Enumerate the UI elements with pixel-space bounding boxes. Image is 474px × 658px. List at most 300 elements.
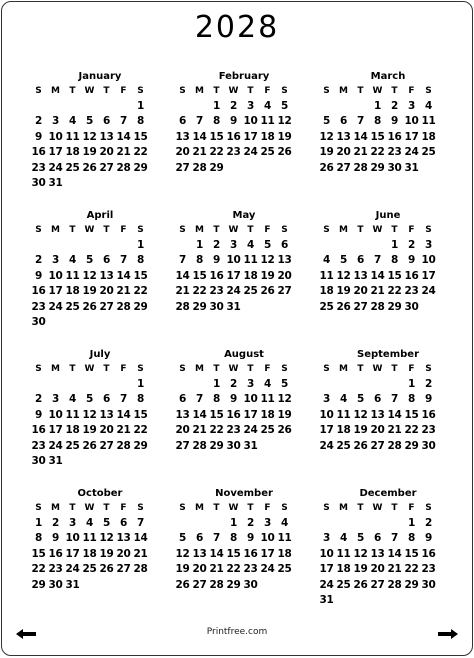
day-cell: 22 <box>387 285 402 298</box>
day-cell: 11 <box>277 532 292 545</box>
day-cell: 14 <box>353 130 368 143</box>
day-cell: 25 <box>243 285 258 298</box>
month-name: June <box>375 210 401 221</box>
day-cell: 16 <box>226 408 241 421</box>
weekday-label: T <box>213 86 220 96</box>
day-cell: 12 <box>82 269 97 282</box>
day-cell: 25 <box>421 146 436 159</box>
day-cell: 6 <box>373 393 381 406</box>
weekday-label: T <box>103 503 110 513</box>
day-cell: 24 <box>226 285 241 298</box>
day-cell: 28 <box>116 300 131 313</box>
day-cell: 13 <box>99 130 114 143</box>
day-cell: 6 <box>102 115 110 128</box>
day-cell: 28 <box>209 578 224 591</box>
weekday-label: M <box>195 503 204 513</box>
day-cell: 26 <box>319 161 334 174</box>
day-cell: 2 <box>424 517 432 529</box>
empty-cell <box>64 99 81 114</box>
day-cell: 23 <box>226 424 241 437</box>
weekday-label: T <box>357 503 364 513</box>
day-cell: 1 <box>136 100 144 112</box>
weekday-header <box>30 223 166 238</box>
day-cell: 8 <box>136 254 144 267</box>
day-cell: 2 <box>212 239 220 251</box>
day-cell: 17 <box>243 408 258 421</box>
day-cell: 16 <box>421 408 436 421</box>
day-cell: 29 <box>387 300 402 313</box>
day-cell: 2 <box>229 378 237 390</box>
day-cell: 4 <box>246 239 254 251</box>
day-cell: 4 <box>68 393 76 406</box>
weekday-label: W <box>372 225 383 235</box>
month-august <box>174 348 310 487</box>
weekday-label: T <box>357 86 364 96</box>
day-cell: 1 <box>136 239 144 251</box>
day-cell: 17 <box>48 285 63 298</box>
day-cell: 12 <box>353 547 368 560</box>
day-cell: 17 <box>260 547 275 560</box>
day-cell: 31 <box>65 578 80 591</box>
weekday-label: T <box>69 225 76 235</box>
day-cell: 15 <box>133 130 148 143</box>
empty-cell <box>352 516 369 531</box>
day-grid <box>318 516 454 608</box>
day-cell: 10 <box>319 408 334 421</box>
month-june <box>318 209 454 348</box>
day-cell: 3 <box>68 517 76 529</box>
day-cell: 6 <box>178 115 186 128</box>
day-cell: 12 <box>277 393 292 406</box>
day-cell: 6 <box>356 254 364 267</box>
day-cell: 7 <box>195 393 203 406</box>
day-cell: 21 <box>370 285 385 298</box>
day-cell: 27 <box>175 439 190 452</box>
day-cell: 10 <box>48 269 63 282</box>
empty-cell <box>98 238 115 253</box>
day-cell: 10 <box>48 130 63 143</box>
day-grid <box>174 516 310 593</box>
empty-cell <box>335 377 352 392</box>
day-cell: 12 <box>277 115 292 128</box>
month-name: July <box>89 349 111 360</box>
day-cell: 6 <box>102 393 110 406</box>
day-cell: 14 <box>209 547 224 560</box>
weekday-label: T <box>391 225 398 235</box>
weekday-label: T <box>247 225 254 235</box>
day-cell: 22 <box>133 285 148 298</box>
month-october <box>30 487 166 626</box>
day-cell: 29 <box>209 161 224 174</box>
day-cell: 20 <box>175 146 190 159</box>
day-cell: 4 <box>263 378 271 390</box>
weekday-label: M <box>339 503 348 513</box>
weekday-label: F <box>120 503 127 513</box>
day-cell: 30 <box>31 315 46 328</box>
day-cell: 23 <box>31 439 46 452</box>
day-cell: 24 <box>421 285 436 298</box>
empty-cell <box>369 238 386 253</box>
day-cell: 23 <box>31 300 46 313</box>
day-cell: 7 <box>119 393 127 406</box>
day-cell: 4 <box>68 115 76 128</box>
months-grid <box>30 70 454 626</box>
day-cell: 23 <box>404 285 419 298</box>
day-cell: 26 <box>353 578 368 591</box>
day-cell: 12 <box>175 547 190 560</box>
day-cell: 8 <box>407 532 415 545</box>
day-cell: 26 <box>82 439 97 452</box>
day-cell: 30 <box>404 300 419 313</box>
day-cell: 11 <box>82 532 97 545</box>
day-cell: 2 <box>34 254 42 267</box>
day-cell: 30 <box>48 578 63 591</box>
day-cell: 27 <box>192 578 207 591</box>
day-cell: 31 <box>404 161 419 174</box>
day-cell: 11 <box>243 254 258 267</box>
day-cell: 9 <box>34 269 42 282</box>
day-cell: 6 <box>280 239 288 251</box>
arrow-right-icon[interactable] <box>438 629 458 639</box>
day-cell: 14 <box>116 269 131 282</box>
weekday-label: M <box>195 364 204 374</box>
empty-cell <box>335 238 352 253</box>
day-cell: 1 <box>34 517 42 529</box>
day-cell: 25 <box>336 578 351 591</box>
day-cell: 25 <box>260 146 275 159</box>
day-cell: 29 <box>133 161 148 174</box>
empty-cell <box>174 99 191 114</box>
weekday-label: S <box>281 86 288 96</box>
day-cell: 23 <box>31 161 46 174</box>
day-cell: 27 <box>336 161 351 174</box>
day-cell: 5 <box>263 239 271 251</box>
month-november <box>174 487 310 626</box>
day-cell: 30 <box>387 161 402 174</box>
day-cell: 27 <box>370 439 385 452</box>
day-cell: 7 <box>373 254 381 267</box>
day-cell: 9 <box>407 254 415 267</box>
day-cell: 10 <box>226 254 241 267</box>
day-cell: 5 <box>85 393 93 406</box>
weekday-label: T <box>247 503 254 513</box>
empty-cell <box>318 99 335 114</box>
day-cell: 22 <box>133 424 148 437</box>
day-cell: 30 <box>226 439 241 452</box>
day-cell: 9 <box>212 254 220 267</box>
weekday-label: S <box>137 364 144 374</box>
day-cell: 11 <box>319 269 334 282</box>
day-cell: 17 <box>404 130 419 143</box>
empty-cell <box>191 516 208 531</box>
day-cell: 15 <box>209 408 224 421</box>
day-cell: 22 <box>404 424 419 437</box>
day-cell: 28 <box>192 439 207 452</box>
day-cell: 19 <box>319 146 334 159</box>
day-cell: 29 <box>404 578 419 591</box>
day-grid <box>174 238 310 315</box>
month-april <box>30 209 166 348</box>
day-cell: 27 <box>99 300 114 313</box>
day-cell: 8 <box>212 115 220 128</box>
day-cell: 18 <box>82 547 97 560</box>
day-cell: 21 <box>387 563 402 576</box>
day-cell: 3 <box>246 100 254 112</box>
day-cell: 16 <box>243 547 258 560</box>
weekday-label: S <box>281 503 288 513</box>
day-cell: 8 <box>195 254 203 267</box>
day-cell: 25 <box>65 300 80 313</box>
day-cell: 2 <box>246 517 254 529</box>
day-cell: 28 <box>133 563 148 576</box>
day-cell: 26 <box>99 563 114 576</box>
day-cell: 4 <box>339 393 347 406</box>
day-cell: 7 <box>119 115 127 128</box>
weekday-label: M <box>339 364 348 374</box>
day-cell: 28 <box>175 300 190 313</box>
day-cell: 5 <box>339 254 347 267</box>
weekday-label: S <box>281 225 288 235</box>
weekday-label: M <box>51 364 60 374</box>
weekday-label: T <box>247 86 254 96</box>
day-cell: 15 <box>192 269 207 282</box>
empty-cell <box>47 377 64 392</box>
day-cell: 23 <box>421 424 436 437</box>
day-cell: 14 <box>192 130 207 143</box>
day-cell: 20 <box>192 563 207 576</box>
day-cell: 10 <box>319 547 334 560</box>
weekday-label: T <box>213 503 220 513</box>
day-cell: 20 <box>175 424 190 437</box>
day-cell: 9 <box>34 408 42 421</box>
day-cell: 9 <box>229 393 237 406</box>
day-cell: 23 <box>421 563 436 576</box>
day-cell: 29 <box>209 439 224 452</box>
weekday-header <box>318 362 454 377</box>
day-cell: 27 <box>99 439 114 452</box>
day-cell: 15 <box>404 547 419 560</box>
day-cell: 29 <box>370 161 385 174</box>
day-cell: 5 <box>85 254 93 267</box>
empty-cell <box>318 516 335 531</box>
day-cell: 18 <box>260 408 275 421</box>
day-cell: 24 <box>48 300 63 313</box>
day-cell: 28 <box>116 439 131 452</box>
day-cell: 25 <box>277 563 292 576</box>
weekday-label: F <box>264 364 271 374</box>
day-cell: 22 <box>370 146 385 159</box>
day-cell: 28 <box>116 161 131 174</box>
empty-cell <box>174 516 191 531</box>
day-cell: 5 <box>102 517 110 529</box>
day-cell: 8 <box>136 393 144 406</box>
day-cell: 1 <box>212 100 220 112</box>
weekday-label: W <box>228 225 239 235</box>
weekday-label: M <box>51 86 60 96</box>
day-cell: 13 <box>370 408 385 421</box>
day-cell: 13 <box>192 547 207 560</box>
weekday-label: S <box>35 364 42 374</box>
day-cell: 10 <box>48 408 63 421</box>
weekday-label: S <box>179 503 186 513</box>
weekday-label: T <box>391 86 398 96</box>
year-title: 2028 <box>194 10 280 45</box>
day-cell: 8 <box>136 115 144 128</box>
day-cell: 20 <box>370 424 385 437</box>
day-cell: 6 <box>119 517 127 529</box>
weekday-label: T <box>247 364 254 374</box>
day-cell: 19 <box>353 424 368 437</box>
day-cell: 18 <box>336 424 351 437</box>
weekday-label: S <box>137 503 144 513</box>
day-cell: 18 <box>243 269 258 282</box>
weekday-label: F <box>408 503 415 513</box>
day-cell: 3 <box>322 532 330 545</box>
weekday-label: M <box>51 225 60 235</box>
arrow-left-icon[interactable] <box>16 629 36 639</box>
day-cell: 16 <box>404 269 419 282</box>
empty-cell <box>191 99 208 114</box>
day-cell: 22 <box>133 146 148 159</box>
day-cell: 28 <box>387 578 402 591</box>
day-cell: 10 <box>243 115 258 128</box>
day-cell: 19 <box>277 408 292 421</box>
day-cell: 21 <box>116 285 131 298</box>
day-cell: 30 <box>31 176 46 189</box>
weekday-label: S <box>425 503 432 513</box>
day-cell: 15 <box>133 269 148 282</box>
day-cell: 22 <box>404 563 419 576</box>
day-cell: 11 <box>336 408 351 421</box>
day-cell: 29 <box>133 439 148 452</box>
day-cell: 4 <box>424 100 432 112</box>
day-cell: 24 <box>48 439 63 452</box>
month-name: October <box>77 488 123 499</box>
day-cell: 24 <box>48 161 63 174</box>
weekday-label: T <box>69 503 76 513</box>
day-cell: 8 <box>229 532 237 545</box>
empty-cell <box>98 99 115 114</box>
day-cell: 6 <box>339 115 347 128</box>
empty-cell <box>369 377 386 392</box>
weekday-label: W <box>84 503 95 513</box>
weekday-label: F <box>120 364 127 374</box>
day-cell: 20 <box>99 285 114 298</box>
day-cell: 23 <box>243 563 258 576</box>
day-cell: 23 <box>209 285 224 298</box>
empty-cell <box>335 99 352 114</box>
day-cell: 24 <box>243 146 258 159</box>
day-cell: 7 <box>356 115 364 128</box>
day-cell: 13 <box>370 547 385 560</box>
weekday-label: W <box>84 86 95 96</box>
weekday-label: T <box>213 364 220 374</box>
day-cell: 7 <box>212 532 220 545</box>
day-cell: 13 <box>353 269 368 282</box>
weekday-label: M <box>195 225 204 235</box>
day-grid <box>30 377 166 469</box>
day-cell: 27 <box>99 161 114 174</box>
day-cell: 21 <box>133 547 148 560</box>
month-name: April <box>86 210 114 221</box>
day-cell: 17 <box>48 146 63 159</box>
day-cell: 27 <box>175 161 190 174</box>
day-cell: 4 <box>339 532 347 545</box>
day-cell: 3 <box>322 393 330 406</box>
weekday-label: S <box>425 225 432 235</box>
weekday-label: S <box>137 86 144 96</box>
empty-cell <box>64 377 81 392</box>
day-cell: 24 <box>260 563 275 576</box>
day-cell: 5 <box>322 115 330 128</box>
day-cell: 15 <box>404 408 419 421</box>
day-cell: 9 <box>51 532 59 545</box>
day-cell: 26 <box>277 146 292 159</box>
day-cell: 8 <box>407 393 415 406</box>
weekday-label: W <box>228 503 239 513</box>
weekday-header <box>30 501 166 516</box>
day-cell: 4 <box>280 517 288 529</box>
day-cell: 19 <box>175 563 190 576</box>
day-cell: 22 <box>192 285 207 298</box>
day-cell: 7 <box>119 254 127 267</box>
weekday-label: S <box>425 364 432 374</box>
empty-cell <box>369 516 386 531</box>
day-cell: 1 <box>229 517 237 529</box>
empty-cell <box>352 99 369 114</box>
weekday-label: S <box>35 503 42 513</box>
day-cell: 1 <box>390 239 398 251</box>
day-cell: 9 <box>424 532 432 545</box>
empty-cell <box>115 377 132 392</box>
day-cell: 20 <box>99 146 114 159</box>
day-cell: 4 <box>68 254 76 267</box>
weekday-label: M <box>195 86 204 96</box>
day-cell: 15 <box>387 269 402 282</box>
day-cell: 12 <box>99 532 114 545</box>
day-cell: 3 <box>246 378 254 390</box>
day-cell: 9 <box>229 115 237 128</box>
day-cell: 31 <box>319 593 334 606</box>
day-cell: 5 <box>356 393 364 406</box>
day-cell: 17 <box>319 424 334 437</box>
month-name: November <box>215 488 273 499</box>
weekday-label: F <box>120 225 127 235</box>
day-cell: 26 <box>175 578 190 591</box>
day-cell: 21 <box>116 424 131 437</box>
day-cell: 20 <box>99 424 114 437</box>
empty-cell <box>30 238 47 253</box>
footer-link[interactable]: Printfree.com <box>206 627 268 637</box>
day-grid <box>318 99 454 176</box>
day-cell: 17 <box>243 130 258 143</box>
day-cell: 14 <box>387 547 402 560</box>
weekday-label: S <box>179 225 186 235</box>
day-cell: 5 <box>178 532 186 545</box>
day-cell: 1 <box>212 378 220 390</box>
day-cell: 11 <box>421 115 436 128</box>
weekday-label: T <box>69 364 76 374</box>
day-cell: 19 <box>336 285 351 298</box>
day-cell: 10 <box>65 532 80 545</box>
weekday-label: M <box>51 503 60 513</box>
weekday-label: W <box>84 225 95 235</box>
day-cell: 26 <box>353 439 368 452</box>
day-cell: 24 <box>319 578 334 591</box>
day-cell: 18 <box>260 130 275 143</box>
weekday-label: S <box>323 86 330 96</box>
day-cell: 18 <box>65 424 80 437</box>
